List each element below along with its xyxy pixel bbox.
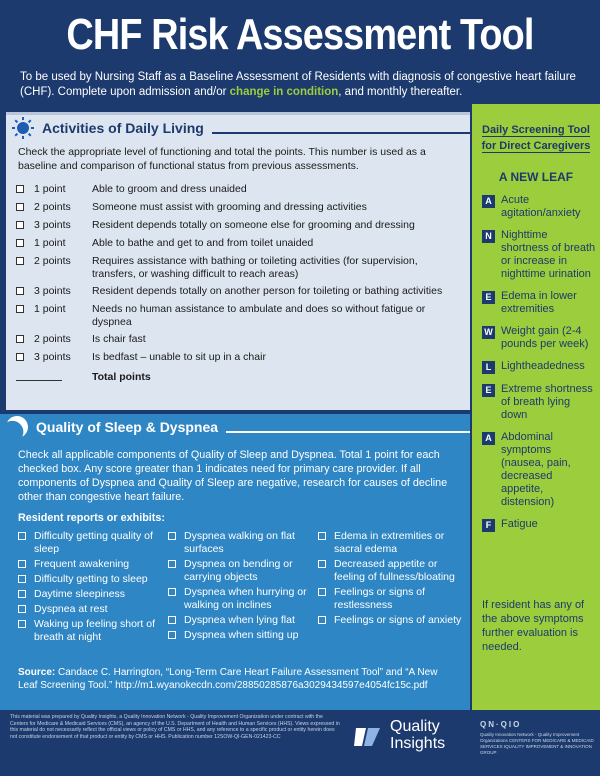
leaf-letter: A bbox=[482, 195, 495, 208]
symptom-column-2 bbox=[168, 530, 318, 646]
points-label: 2 points bbox=[34, 255, 71, 267]
adl-row bbox=[16, 283, 464, 301]
leaf-text: Acute agitation/anxiety bbox=[501, 194, 581, 219]
intro-text bbox=[20, 70, 590, 100]
symptom-item bbox=[318, 586, 468, 612]
checkbox[interactable] bbox=[18, 575, 26, 583]
activity-text: Is bedfast – unable to sit up in a chair bbox=[92, 351, 266, 363]
adl-section bbox=[6, 112, 470, 410]
checkbox[interactable] bbox=[318, 560, 326, 568]
checkbox[interactable] bbox=[18, 620, 26, 628]
leaf-item bbox=[482, 290, 596, 316]
checkbox[interactable] bbox=[16, 257, 24, 265]
checkbox[interactable] bbox=[18, 605, 26, 613]
checkbox[interactable] bbox=[16, 305, 24, 313]
adl-row bbox=[16, 253, 464, 283]
checkbox[interactable] bbox=[168, 631, 176, 639]
points-label: 2 points bbox=[34, 333, 71, 345]
disclaimer: This material was prepared by Quality Insights, a Quality Innovation Network - Quality Improvement Organization under contract with the Centers for Medicare & Medicaid Services (CMS), an agency of the U.S. Department of Health and Human Services (HHS). Views expressed in this material do not necessarily reflect the official views or policy of CMS or HHS, and any reference to a specific product or entity herein does not constitute endorsement of that product or entity by CMS or HHS. Publication number 12SOW-QI-GEN-021423-CC bbox=[10, 714, 340, 740]
total-points-field[interactable] bbox=[16, 371, 62, 381]
checkbox[interactable] bbox=[168, 532, 176, 540]
leaf-letter: E bbox=[482, 384, 495, 397]
points-label: 1 point bbox=[34, 303, 66, 315]
divider bbox=[212, 132, 470, 134]
adl-row bbox=[16, 199, 464, 217]
intro-after: , and monthly thereafter. bbox=[338, 86, 463, 98]
checkbox[interactable] bbox=[318, 616, 326, 624]
symptom-item bbox=[168, 586, 318, 612]
activity-text: Resident depends totally on another person for toileting or bathing activities bbox=[92, 285, 443, 297]
leaf-item bbox=[482, 229, 596, 281]
checkbox[interactable] bbox=[16, 221, 24, 229]
leaf-text: Edema in lower extremities bbox=[501, 290, 577, 315]
activity-text: Someone must assist with grooming and dressing activities bbox=[92, 201, 367, 213]
checkbox[interactable] bbox=[16, 239, 24, 247]
logo-text bbox=[390, 718, 445, 752]
sleep-section bbox=[0, 414, 470, 710]
checkbox[interactable] bbox=[16, 335, 24, 343]
resident-label: Resident reports or exhibits: bbox=[18, 512, 165, 524]
source-label: Source: bbox=[18, 667, 56, 678]
leaf-text: Fatigue bbox=[501, 518, 538, 530]
symptom-item bbox=[168, 530, 318, 556]
sun-icon bbox=[12, 117, 34, 139]
symptom-text: Daytime sleepiness bbox=[34, 588, 126, 600]
intro-before: To be used by Nursing Staff as a Baseline Assessment of Residents with diagnosis of congestive heart failure (CHF). Complete upon admission and/or bbox=[20, 71, 576, 98]
activity-text: Is chair fast bbox=[92, 333, 146, 345]
symptom-item bbox=[318, 614, 468, 627]
symptom-text: Difficulty getting quality of sleep bbox=[34, 530, 153, 555]
activity-text: Able to groom and dress unaided bbox=[92, 183, 247, 195]
leaf-item bbox=[482, 518, 596, 532]
symptom-text: Dyspnea at rest bbox=[34, 603, 108, 615]
symptom-text: Feelings or signs of restlessness bbox=[334, 586, 426, 611]
source-citation bbox=[18, 666, 458, 692]
leaf-items bbox=[482, 194, 596, 541]
qiqio-subtitle: Quality Innovation Network - Quality Improvement Organizations CENTERS FOR MEDICARE & MEDICAID SERVICES IQUALITY IMPROVEMENT & INNOVATION GROUP bbox=[480, 732, 594, 755]
symptom-column-1 bbox=[18, 530, 168, 646]
sidebar-note: If resident has any of the above symptoms further evaluation is needed. bbox=[482, 599, 585, 653]
leaf-item bbox=[482, 194, 596, 220]
symptom-text: Edema in extremities or sacral edema bbox=[334, 530, 445, 555]
symptom-text: Dyspnea when hurrying or walking on inclines bbox=[184, 586, 307, 611]
sidebar bbox=[472, 104, 600, 710]
logo-line2: Insights bbox=[390, 735, 446, 752]
adl-table bbox=[16, 181, 464, 387]
symptom-text: Feelings or signs of anxiety bbox=[334, 614, 462, 626]
adl-row bbox=[16, 217, 464, 235]
source-text: Candace C. Harrington, “Long-Term Care Heart Failure Assessment Tool” and “A New Leaf Screening Tool.” http://m1.wyanokecdn.com/28850285876a3029434597e4054fc15c.pdf bbox=[18, 667, 438, 691]
activity-text: Needs no human assistance to ambulate and does so without fatigue or dyspnea bbox=[92, 303, 426, 328]
leaf-text: Abdominal symptoms (nausea, pain, decreased appetite, distension) bbox=[501, 431, 571, 508]
moon-icon bbox=[3, 413, 31, 441]
leaf-letter: A bbox=[482, 432, 495, 445]
leaf-title: A NEW LEAF bbox=[498, 170, 574, 184]
symptom-item bbox=[18, 618, 168, 644]
leaf-text: Extreme shortness of breath lying down bbox=[501, 383, 593, 421]
checkbox[interactable] bbox=[318, 532, 326, 540]
symptom-item bbox=[18, 558, 168, 571]
points-label: 1 point bbox=[34, 183, 66, 195]
header bbox=[0, 0, 600, 104]
symptom-column-3 bbox=[318, 530, 468, 646]
symptom-item bbox=[318, 530, 468, 556]
checkbox[interactable] bbox=[16, 203, 24, 211]
sleep-heading bbox=[0, 414, 470, 440]
leaf-item bbox=[482, 383, 596, 422]
symptom-text: Dyspnea on bending or carrying objects bbox=[184, 558, 293, 583]
symptom-item bbox=[318, 558, 468, 584]
points-label: 3 points bbox=[34, 285, 71, 297]
leaf-letter: W bbox=[482, 326, 495, 339]
symptom-item bbox=[168, 614, 318, 627]
leaf-text: Lightheadedness bbox=[501, 360, 585, 372]
symptom-text: Dyspnea when sitting up bbox=[184, 629, 299, 641]
checkbox[interactable] bbox=[16, 353, 24, 361]
activity-text: Resident depends totally on someone else for grooming and dressing bbox=[92, 219, 415, 231]
symptom-item bbox=[168, 629, 318, 642]
symptom-text: Difficulty getting to sleep bbox=[34, 573, 148, 585]
leaf-item bbox=[482, 360, 596, 374]
quality-insights-logo-icon bbox=[352, 722, 382, 752]
leaf-letter: N bbox=[482, 230, 495, 243]
footer bbox=[0, 710, 600, 776]
checkbox[interactable] bbox=[18, 590, 26, 598]
symptom-text: Dyspnea walking on flat surfaces bbox=[184, 530, 295, 555]
total-row bbox=[16, 367, 464, 387]
symptom-item bbox=[18, 588, 168, 601]
checkbox[interactable] bbox=[16, 287, 24, 295]
leaf-item bbox=[482, 325, 596, 351]
symptom-text: Dyspnea when lying flat bbox=[184, 614, 295, 626]
adl-title: Activities of Daily Living bbox=[42, 120, 204, 136]
adl-row bbox=[16, 181, 464, 199]
sidebar-title bbox=[476, 122, 596, 154]
checkbox[interactable] bbox=[18, 532, 26, 540]
adl-row bbox=[16, 349, 464, 367]
leaf-text: Weight gain (2-4 pounds per week) bbox=[501, 325, 589, 350]
total-points-label: Total points bbox=[92, 371, 151, 383]
leaf-letter: F bbox=[482, 519, 495, 532]
qiqio-logo: QN·QIO bbox=[480, 720, 522, 729]
leaf-text: Nighttime shortness of breath or increase in nighttime urination bbox=[501, 229, 596, 280]
adl-heading bbox=[6, 115, 470, 141]
leaf-item bbox=[482, 431, 596, 509]
logo-line1: Quality bbox=[390, 718, 440, 735]
symptom-item bbox=[168, 558, 318, 584]
checkbox[interactable] bbox=[318, 588, 326, 596]
symptom-text: Frequent awakening bbox=[34, 558, 130, 570]
symptom-item bbox=[18, 603, 168, 616]
symptom-item bbox=[18, 573, 168, 586]
adl-row bbox=[16, 235, 464, 253]
sleep-description: Check all applicable components of Quality of Sleep and Dyspnea. Total 1 point for each checked box. Any score greater than 1 indicates need for primary care provider. If all components of Dyspnea and Quality of Sleep are negative, research for causes of decline other than congestive heart failure. bbox=[18, 449, 448, 503]
checkbox[interactable] bbox=[18, 560, 26, 568]
adl-row bbox=[16, 301, 464, 331]
sleep-title: Quality of Sleep & Dyspnea bbox=[36, 419, 219, 435]
divider bbox=[226, 431, 470, 433]
points-label: 3 points bbox=[34, 351, 71, 363]
intro-highlight: change in condition bbox=[229, 86, 339, 98]
leaf-letter: L bbox=[482, 361, 495, 374]
checkbox[interactable] bbox=[16, 185, 24, 193]
symptom-item bbox=[18, 530, 168, 556]
checkbox[interactable] bbox=[168, 560, 176, 568]
activity-text: Requires assistance with bathing or toileting activities (for supervision, transfers, or washing difficult to reach areas) bbox=[92, 255, 418, 280]
page-title: CHF Risk Assessment Tool bbox=[66, 10, 534, 59]
points-label: 3 points bbox=[34, 219, 71, 231]
sidebar-title-line1: Daily Screening Tool bbox=[482, 124, 590, 136]
activity-text: Able to bathe and get to and from toilet unaided bbox=[92, 237, 314, 249]
adl-row bbox=[16, 331, 464, 349]
points-label: 2 points bbox=[34, 201, 71, 213]
symptom-text: Waking up feeling short of breath at night bbox=[34, 618, 156, 643]
sidebar-title-line2: for Direct Caregivers bbox=[481, 140, 591, 152]
adl-description: Check the appropriate level of functioning and total the points. This number is used as a baseline and comparison of functional status from previous assessments. bbox=[18, 146, 426, 172]
symptom-text: Decreased appetite or feeling of fullness/bloating bbox=[334, 558, 455, 583]
checkbox[interactable] bbox=[168, 616, 176, 624]
symptom-columns bbox=[18, 530, 468, 646]
checkbox[interactable] bbox=[168, 588, 176, 596]
points-label: 1 point bbox=[34, 237, 66, 249]
leaf-letter: E bbox=[482, 291, 495, 304]
